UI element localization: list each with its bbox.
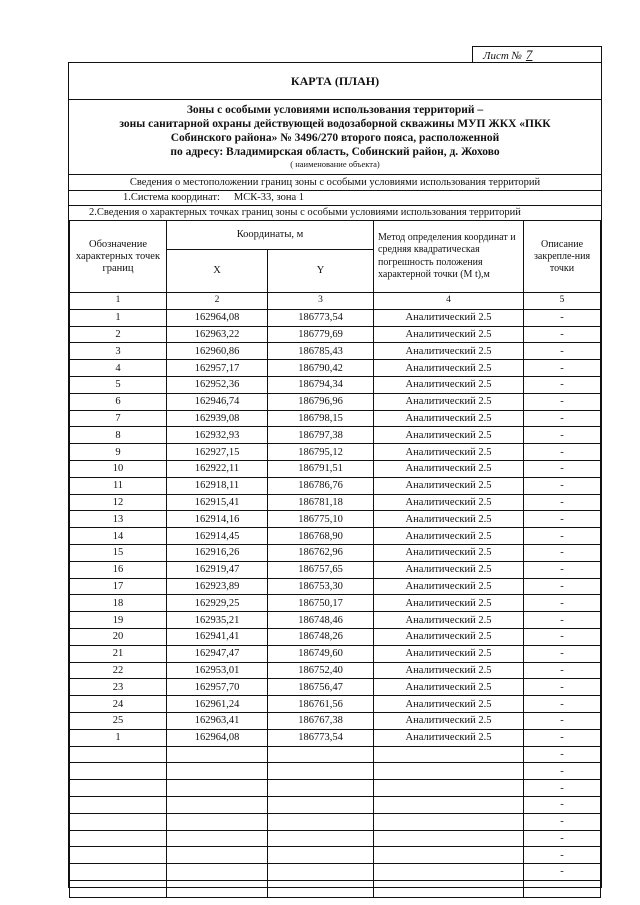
zone-name-block — [69, 99, 601, 175]
table-row — [70, 679, 601, 696]
table-row — [70, 460, 601, 477]
table-row — [70, 813, 601, 830]
point-number: 24 — [70, 696, 167, 713]
table-row — [70, 494, 601, 511]
coord-y — [268, 763, 374, 780]
fixing-description: - — [524, 393, 601, 410]
coord-system-row — [69, 190, 601, 206]
table-row — [70, 477, 601, 494]
coord-y: 186791,51 — [268, 460, 374, 477]
fixing-description: - — [524, 729, 601, 746]
method: Аналитический 2.5 — [374, 376, 524, 393]
coord-y: 186756,47 — [268, 679, 374, 696]
fixing-description: - — [524, 712, 601, 729]
table-row — [70, 444, 601, 461]
header-coords: Координаты, м — [167, 221, 374, 250]
fixing-description: - — [524, 309, 601, 326]
coord-system-label: 1.Система координат: — [123, 192, 220, 203]
point-number: 19 — [70, 612, 167, 629]
table-row — [70, 696, 601, 713]
fixing-description — [524, 880, 601, 897]
coord-x: 162946,74 — [167, 393, 268, 410]
method: Аналитический 2.5 — [374, 309, 524, 326]
points-heading: 2.Сведения о характерных точках границ зоны с особыми условиями использования территорий — [69, 205, 601, 221]
method — [374, 780, 524, 797]
column-number: 4 — [374, 293, 524, 310]
fixing-description: - — [524, 460, 601, 477]
point-number: 2 — [70, 326, 167, 343]
point-number — [70, 847, 167, 864]
method — [374, 796, 524, 813]
method: Аналитический 2.5 — [374, 410, 524, 427]
table-row — [70, 343, 601, 360]
coord-y: 186785,43 — [268, 343, 374, 360]
coord-x — [167, 763, 268, 780]
point-number — [70, 880, 167, 897]
coord-x: 162914,16 — [167, 511, 268, 528]
sheet-number-box — [472, 46, 602, 62]
coord-y: 186761,56 — [268, 696, 374, 713]
fixing-description: - — [524, 494, 601, 511]
point-number: 16 — [70, 561, 167, 578]
method: Аналитический 2.5 — [374, 595, 524, 612]
point-number: 1 — [70, 309, 167, 326]
zone-name-line: по адресу: Владимирская область, Собинский район, д. Жохово — [170, 146, 500, 158]
coord-y: 186757,65 — [268, 561, 374, 578]
fixing-description: - — [524, 343, 601, 360]
method: Аналитический 2.5 — [374, 427, 524, 444]
method: Аналитический 2.5 — [374, 578, 524, 595]
table-row — [70, 360, 601, 377]
coord-x — [167, 830, 268, 847]
point-number — [70, 796, 167, 813]
zone-caption: ( наименование объекта) — [290, 159, 380, 169]
method: Аналитический 2.5 — [374, 343, 524, 360]
coord-y: 186748,26 — [268, 628, 374, 645]
coord-x: 162923,89 — [167, 578, 268, 595]
coord-y: 186790,42 — [268, 360, 374, 377]
point-number: 1 — [70, 729, 167, 746]
coord-x: 162919,47 — [167, 561, 268, 578]
coord-y: 186748,46 — [268, 612, 374, 629]
method: Аналитический 2.5 — [374, 494, 524, 511]
coord-x: 162957,70 — [167, 679, 268, 696]
coord-x: 162939,08 — [167, 410, 268, 427]
fixing-description: - — [524, 813, 601, 830]
method: Аналитический 2.5 — [374, 444, 524, 461]
table-row — [70, 628, 601, 645]
fixing-description: - — [524, 796, 601, 813]
coord-y: 186749,60 — [268, 645, 374, 662]
coord-y: 186767,38 — [268, 712, 374, 729]
point-number — [70, 864, 167, 881]
coord-y: 186752,40 — [268, 662, 374, 679]
method — [374, 847, 524, 864]
coord-y — [268, 880, 374, 897]
location-heading: Сведения о местоположении границ зоны с особыми условиями использования территорий — [69, 175, 601, 191]
table-row — [70, 780, 601, 797]
method: Аналитический 2.5 — [374, 612, 524, 629]
coord-x: 162914,45 — [167, 528, 268, 545]
coord-x: 162961,24 — [167, 696, 268, 713]
method: Аналитический 2.5 — [374, 460, 524, 477]
table-row — [70, 746, 601, 763]
fixing-description: - — [524, 326, 601, 343]
coord-x: 162947,47 — [167, 645, 268, 662]
point-number: 5 — [70, 376, 167, 393]
sheet-label: Лист № — [483, 50, 522, 62]
point-number: 10 — [70, 460, 167, 477]
table-row — [70, 578, 601, 595]
method — [374, 864, 524, 881]
coord-x: 162918,11 — [167, 477, 268, 494]
table-row — [70, 393, 601, 410]
point-number — [70, 813, 167, 830]
coord-x: 162960,86 — [167, 343, 268, 360]
coord-y — [268, 830, 374, 847]
coord-y: 186773,54 — [268, 309, 374, 326]
method: Аналитический 2.5 — [374, 712, 524, 729]
fixing-description: - — [524, 847, 601, 864]
coord-x — [167, 796, 268, 813]
coord-x — [167, 864, 268, 881]
coord-x — [167, 746, 268, 763]
table-row — [70, 309, 601, 326]
fixing-description: - — [524, 746, 601, 763]
table-row — [70, 326, 601, 343]
method: Аналитический 2.5 — [374, 511, 524, 528]
fixing-description: - — [524, 427, 601, 444]
point-number: 23 — [70, 679, 167, 696]
point-number: 14 — [70, 528, 167, 545]
point-number: 15 — [70, 544, 167, 561]
point-number: 22 — [70, 662, 167, 679]
table-row — [70, 796, 601, 813]
table-row — [70, 544, 601, 561]
fixing-description: - — [524, 595, 601, 612]
method: Аналитический 2.5 — [374, 393, 524, 410]
header-x: X — [167, 250, 268, 293]
coord-x — [167, 813, 268, 830]
coord-y: 186781,18 — [268, 494, 374, 511]
point-number: 8 — [70, 427, 167, 444]
coord-system-value: МСК-33, зона 1 — [233, 192, 305, 203]
table-row — [70, 880, 601, 897]
fixing-description: - — [524, 360, 601, 377]
method: Аналитический 2.5 — [374, 544, 524, 561]
point-number: 6 — [70, 393, 167, 410]
fixing-description: - — [524, 528, 601, 545]
column-number: 5 — [524, 293, 601, 310]
method: Аналитический 2.5 — [374, 326, 524, 343]
zone-name-line: зоны санитарной охраны действующей водозаборной скважины МУП ЖКХ «ПКК — [119, 118, 551, 130]
point-number — [70, 780, 167, 797]
coord-y — [268, 864, 374, 881]
table-row — [70, 511, 601, 528]
coord-x — [167, 880, 268, 897]
coord-x: 162963,41 — [167, 712, 268, 729]
fixing-description: - — [524, 628, 601, 645]
table-row — [70, 612, 601, 629]
point-number: 3 — [70, 343, 167, 360]
column-number: 3 — [268, 293, 374, 310]
coord-x: 162916,26 — [167, 544, 268, 561]
fixing-description: - — [524, 376, 601, 393]
point-number: 17 — [70, 578, 167, 595]
table-row — [70, 763, 601, 780]
column-number: 1 — [70, 293, 167, 310]
fixing-description: - — [524, 662, 601, 679]
table-row — [70, 427, 601, 444]
fixing-description: - — [524, 511, 601, 528]
coord-y: 186762,96 — [268, 544, 374, 561]
method: Аналитический 2.5 — [374, 628, 524, 645]
coord-x: 162952,36 — [167, 376, 268, 393]
point-number — [70, 763, 167, 780]
table-row — [70, 662, 601, 679]
table-row — [70, 645, 601, 662]
coord-x: 162963,22 — [167, 326, 268, 343]
method — [374, 813, 524, 830]
coord-y — [268, 847, 374, 864]
point-number: 7 — [70, 410, 167, 427]
point-number: 20 — [70, 628, 167, 645]
coord-y — [268, 813, 374, 830]
fixing-description: - — [524, 544, 601, 561]
point-number: 11 — [70, 477, 167, 494]
fixing-description: - — [524, 477, 601, 494]
fixing-description: - — [524, 696, 601, 713]
coord-x: 162957,17 — [167, 360, 268, 377]
coord-x: 162964,08 — [167, 309, 268, 326]
method: Аналитический 2.5 — [374, 477, 524, 494]
point-number: 25 — [70, 712, 167, 729]
coord-y: 186750,17 — [268, 595, 374, 612]
method: Аналитический 2.5 — [374, 662, 524, 679]
point-number: 9 — [70, 444, 167, 461]
fixing-description: - — [524, 561, 601, 578]
point-number — [70, 830, 167, 847]
table-row — [70, 410, 601, 427]
coord-x: 162929,25 — [167, 595, 268, 612]
point-number: 13 — [70, 511, 167, 528]
method — [374, 746, 524, 763]
coord-y: 186796,96 — [268, 393, 374, 410]
coord-x: 162964,08 — [167, 729, 268, 746]
coord-y: 186773,54 — [268, 729, 374, 746]
coord-y: 186768,90 — [268, 528, 374, 545]
coord-y: 186779,69 — [268, 326, 374, 343]
coord-x: 162941,41 — [167, 628, 268, 645]
fixing-description: - — [524, 578, 601, 595]
table-row — [70, 595, 601, 612]
fixing-description: - — [524, 410, 601, 427]
page-title: КАРТА (ПЛАН) — [69, 63, 601, 100]
method: Аналитический 2.5 — [374, 729, 524, 746]
method — [374, 880, 524, 897]
fixing-description: - — [524, 780, 601, 797]
coord-x: 162935,21 — [167, 612, 268, 629]
table-row — [70, 847, 601, 864]
method — [374, 763, 524, 780]
point-number — [70, 746, 167, 763]
coord-y: 186794,34 — [268, 376, 374, 393]
points-table — [69, 220, 601, 898]
method — [374, 830, 524, 847]
coord-x: 162932,93 — [167, 427, 268, 444]
coord-x: 162922,11 — [167, 460, 268, 477]
sheet-number: 7 — [525, 47, 533, 62]
point-number: 21 — [70, 645, 167, 662]
coord-x: 162927,15 — [167, 444, 268, 461]
method: Аналитический 2.5 — [374, 528, 524, 545]
coord-y: 186786,76 — [268, 477, 374, 494]
zone-name-line: Зоны с особыми условиями использования территорий – — [186, 104, 484, 116]
fixing-description: - — [524, 679, 601, 696]
coord-x — [167, 847, 268, 864]
fixing-description: - — [524, 444, 601, 461]
method: Аналитический 2.5 — [374, 360, 524, 377]
method: Аналитический 2.5 — [374, 679, 524, 696]
coord-y: 186795,12 — [268, 444, 374, 461]
table-row — [70, 376, 601, 393]
point-number: 18 — [70, 595, 167, 612]
method: Аналитический 2.5 — [374, 696, 524, 713]
point-number: 12 — [70, 494, 167, 511]
fixing-description: - — [524, 864, 601, 881]
table-row — [70, 729, 601, 746]
zone-name-line: Собинского района» № 3496/270 второго пояса, расположенной — [170, 132, 500, 144]
column-number: 2 — [167, 293, 268, 310]
coord-x — [167, 780, 268, 797]
table-row — [70, 864, 601, 881]
coord-y: 186753,30 — [268, 578, 374, 595]
coord-x: 162953,01 — [167, 662, 268, 679]
header-y: Y — [268, 250, 374, 293]
table-row — [70, 712, 601, 729]
document-frame — [68, 62, 602, 888]
coord-y: 186798,15 — [268, 410, 374, 427]
table-row — [70, 528, 601, 545]
header-method: Метод определения координат и средняя квадратическая погрешность положения характерной точки (М t),м — [374, 221, 524, 293]
table-row — [70, 830, 601, 847]
method: Аналитический 2.5 — [374, 561, 524, 578]
point-number: 4 — [70, 360, 167, 377]
coord-y — [268, 796, 374, 813]
coord-y: 186775,10 — [268, 511, 374, 528]
header-description: Описание закрепле-ния точки — [524, 221, 601, 293]
fixing-description: - — [524, 612, 601, 629]
coord-y — [268, 746, 374, 763]
fixing-description: - — [524, 830, 601, 847]
method: Аналитический 2.5 — [374, 645, 524, 662]
coord-x: 162915,41 — [167, 494, 268, 511]
fixing-description: - — [524, 645, 601, 662]
coord-y — [268, 780, 374, 797]
table-row — [70, 561, 601, 578]
fixing-description: - — [524, 763, 601, 780]
header-designation: Обозначение характерных точек границ — [70, 221, 167, 293]
coord-y: 186797,38 — [268, 427, 374, 444]
